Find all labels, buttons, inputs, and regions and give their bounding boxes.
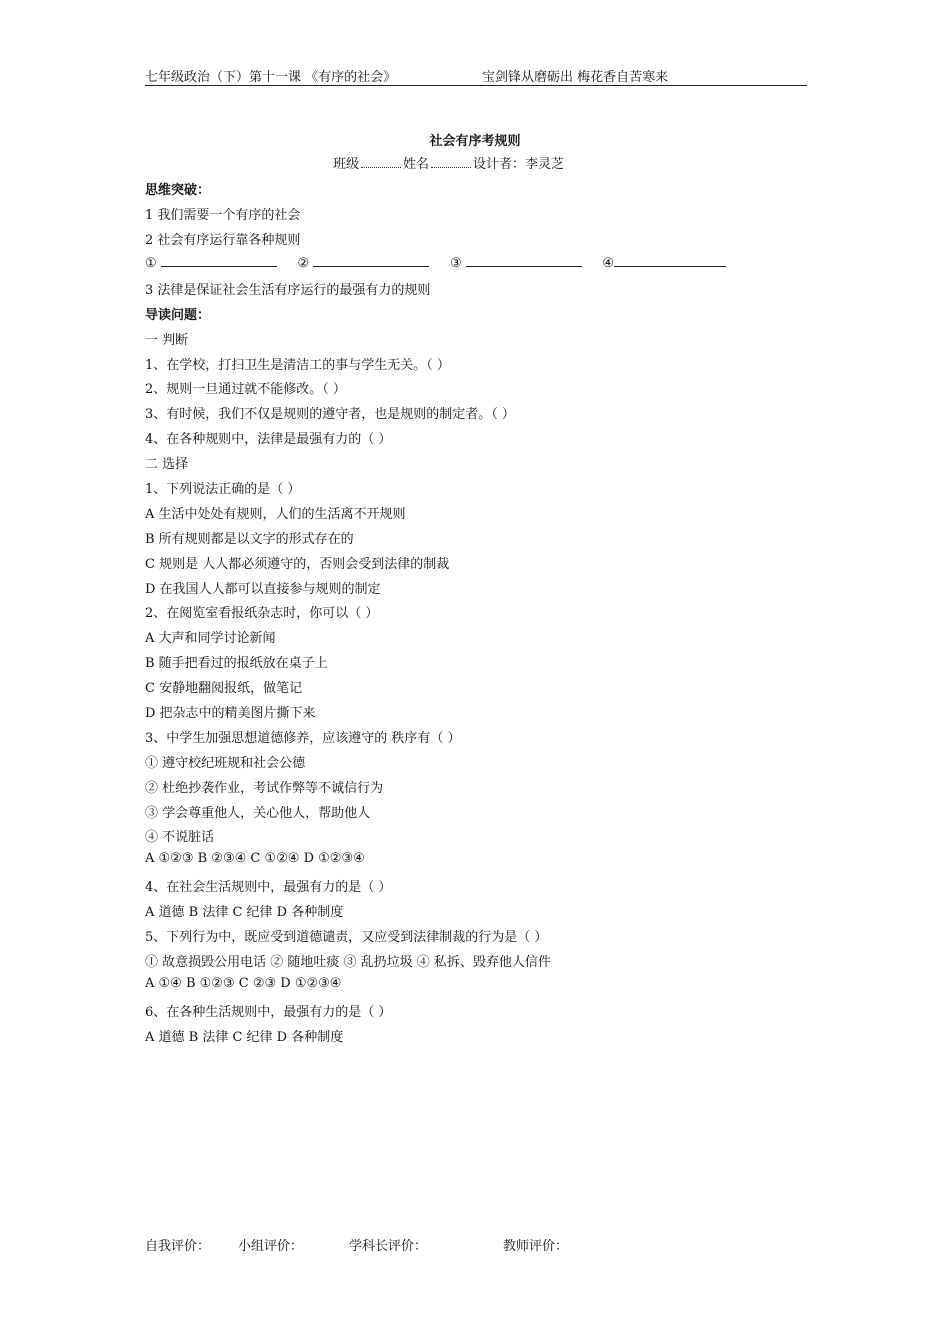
choice-line: 6、在各种生活规则中，最强有力的是（ ）	[145, 1005, 392, 1020]
subtitle-row	[333, 153, 566, 172]
judge-item: 2、规则一旦通过就不能修改。（ ）	[145, 382, 346, 397]
choice-line: B 所有规则都是以文字的形式存在的	[145, 532, 354, 547]
choice-line: 1、下列说法正确的是（ ）	[145, 482, 301, 497]
blank-line-1	[161, 254, 277, 267]
choice-line: B 随手把看过的报纸放在桌子上	[145, 656, 328, 671]
judge-item: 4、在各种规则中，法律是最强有力的（ ）	[145, 432, 392, 447]
thinking-heading: 思维突破：	[145, 183, 211, 198]
guide-heading: 导读问题：	[145, 308, 211, 323]
header-course-title: 七年级政治（下）第十一课 《有序的社会》	[145, 70, 397, 85]
choice-line: ① 遵守校纪班规和社会公德	[145, 756, 306, 771]
choice-line: ② 杜绝抄袭作业，考试作弊等不诚信行为	[145, 781, 384, 796]
choice-line: A 道德 B 法律 C 纪律 D 各种制度	[145, 1030, 344, 1045]
choice-heading: 二 选择	[145, 457, 189, 472]
judge-heading: 一 判断	[145, 333, 189, 348]
choice-line: C 安静地翻阅报纸，做笔记	[145, 681, 303, 696]
thinking-blanks-row	[145, 254, 726, 271]
footer-teacher-eval: 教师评价：	[503, 1239, 569, 1254]
blank-marker-3: ③	[449, 256, 462, 271]
choice-line: D 在我国人人都可以直接参与规则的制定	[145, 582, 381, 597]
designer-label: 设计者：李灵芝	[473, 157, 565, 172]
choice-line: 2、在阅览室看报纸杂志时，你可以（ ）	[145, 606, 379, 621]
choice-line: ① 故意损毁公用电话 ② 随地吐痰 ③ 乱扔垃圾 ④ 私拆、毁弃他人信件	[145, 955, 551, 970]
choice-line: ③ 学会尊重他人，关心他人，帮助他人	[145, 806, 371, 821]
thinking-line-3: 3 法律是保证社会生活有序运行的最强有力的规则	[145, 283, 431, 298]
blank-marker-4: ④	[602, 256, 615, 271]
class-blank	[361, 157, 401, 168]
thinking-line-2: 2 社会有序运行靠各种规则	[145, 233, 301, 248]
blank-marker-1: ①	[145, 256, 157, 271]
class-label: 班级	[333, 157, 360, 172]
choice-line: C 规则是 人人都必须遵守的，否则会受到法律的制裁	[145, 557, 450, 572]
blank-line-4	[614, 254, 726, 267]
choice-line: A 道德 B 法律 C 纪律 D 各种制度	[145, 905, 344, 920]
blank-line-2	[313, 254, 429, 267]
choice-line: D 把杂志中的精美图片撕下来	[145, 706, 316, 721]
page-header	[145, 66, 807, 86]
choice-line: ④ 不说脏话	[145, 830, 215, 845]
choice-line: A ①②③ B ②③④ C ①②④ D ①②③④	[145, 851, 365, 866]
worksheet-title: 社会有序考规则	[429, 134, 521, 149]
footer-self-eval: 自我评价：	[145, 1239, 211, 1254]
header-motto: 宝剑锋从磨砺出 梅花香自苦寒来	[482, 70, 669, 85]
blank-marker-2: ②	[297, 256, 310, 271]
footer-group-eval: 小组评价：	[238, 1239, 304, 1254]
choice-line: A ①④ B ①②③ C ②③ D ①②③④	[145, 976, 342, 991]
choice-line: 4、在社会生活规则中，最强有力的是（ ）	[145, 880, 392, 895]
name-blank	[431, 157, 471, 168]
choice-line: 3、中学生加强思想道德修养，应该遵守的 秩序有（ ）	[145, 731, 461, 746]
footer-subject-eval: 学科长评价：	[349, 1239, 428, 1254]
judge-item: 1、在学校，打扫卫生是清洁工的事与学生无关。（ ）	[145, 358, 450, 373]
thinking-line-1: 1 我们需要一个有序的社会	[145, 208, 301, 223]
judge-item: 3、有时候，我们不仅是规则的遵守者，也是规则的制定者。（ ）	[145, 407, 515, 422]
name-label: 姓名	[403, 157, 430, 172]
blank-line-3	[466, 254, 582, 267]
choice-line: A 生活中处处有规则，人们的生活离不开规则	[145, 507, 406, 522]
choice-line: 5、下列行为中，既应受到道德谴责，又应受到法律制裁的行为是（ ）	[145, 930, 548, 945]
choice-line: A 大声和同学讨论新闻	[145, 631, 276, 646]
